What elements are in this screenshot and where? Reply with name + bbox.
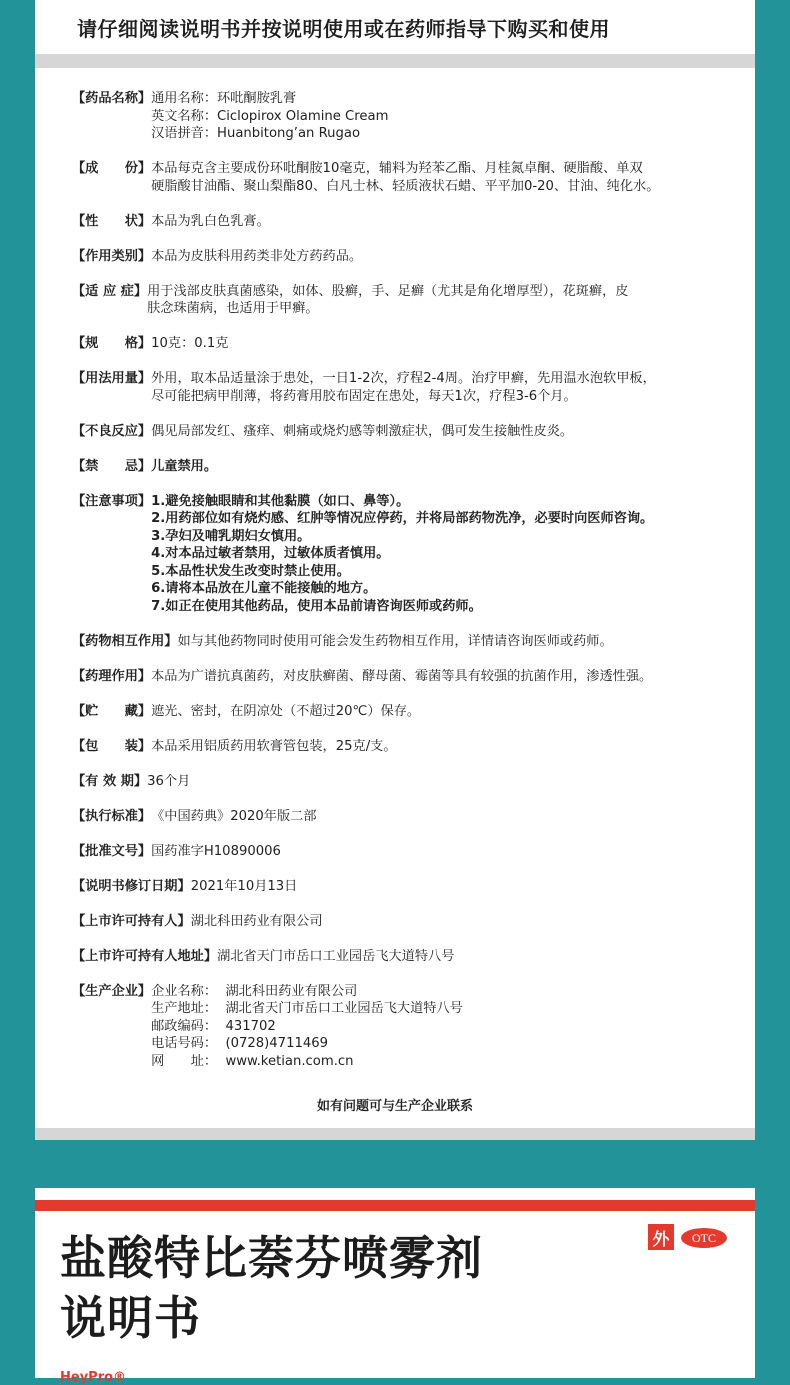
section-line: 本品采用铝质药用软膏管包装，25克/支。: [151, 738, 397, 754]
sections-list: [72, 90, 732, 1088]
section-label: 【禁 忌】: [72, 458, 152, 474]
section-label: 【批准文号】: [72, 843, 152, 859]
section-value: [151, 458, 732, 476]
section-value: [151, 160, 732, 195]
section-label: 【包 装】: [72, 738, 152, 754]
section-line: 3.孕妇及哺乳期妇女慎用。: [151, 528, 311, 544]
section-row: [72, 668, 732, 686]
section-value: [151, 738, 732, 756]
section-label: 【适 应 症】: [72, 283, 148, 299]
section-label: 【药理作用】: [72, 668, 152, 684]
section-row: [72, 90, 732, 143]
section-line: 偶见局部发红、瘙痒、刺痛或烧灼感等刺激症状，偶可发生接触性皮炎。: [151, 423, 574, 439]
section-line: 2.用药部位如有烧灼感、红肿等情况应停药，并将局部药物洗净，必要时向医师咨询。: [151, 511, 654, 526]
section-line: 1.避免接触眼睛和其他黏膜（如口、鼻等）。: [151, 493, 410, 509]
external-use-badge: 外: [648, 1224, 674, 1250]
section-line: 本品每克含主要成份环吡酮胺10毫克，辅料为羟苯乙酯、月桂氮卓酮、硬脂酸、单双: [151, 161, 643, 176]
brand-logo: HeyPro®: [60, 1370, 127, 1385]
section-line: 36个月: [147, 773, 191, 789]
section-value: [151, 703, 732, 721]
section-label: 【性 状】: [72, 213, 152, 229]
warning-header: 请仔细阅读说明书并按说明使用或在药师指导下购买和使用: [77, 16, 610, 41]
section-row: [72, 213, 732, 231]
section-line: 肤念珠菌病，也适用于甲癣。: [147, 301, 319, 316]
section-line: 《中国药典》2020年版二部: [151, 808, 317, 824]
section-row: [72, 948, 732, 966]
section-value: [151, 808, 732, 826]
section-row: [72, 808, 732, 826]
section-row: [72, 738, 732, 756]
section-row: [72, 335, 732, 353]
divider-band: [35, 54, 755, 68]
section-line: 6.请将本品放在儿童不能接触的地方。: [151, 581, 377, 596]
section-value: [217, 948, 732, 966]
section-label: 【不良反应】: [72, 423, 152, 439]
section-value: [151, 843, 732, 861]
section-row: [72, 983, 732, 1071]
section-line: 电话号码： (0728)4711469: [151, 1036, 329, 1051]
section-label: 【有 效 期】: [72, 773, 148, 789]
section-line: 本品为皮肤科用药类非处方药药品。: [151, 248, 363, 264]
section-line: 2021年10月13日: [190, 878, 298, 894]
section-row: [72, 458, 732, 476]
section-label: 【注意事项】: [72, 493, 152, 509]
contact-note: 如有问题可与生产企业联系: [316, 1099, 473, 1114]
instruction-card: [35, 0, 755, 1140]
section-line: 外用，取本品适量涂于患处，一日1-2次，疗程2-4周。治疗甲癣，先用温水泡软甲板，: [151, 371, 656, 386]
section-value: [147, 283, 732, 318]
section-row: [72, 703, 732, 721]
section-label: 【说明书修订日期】: [72, 878, 191, 894]
section-row: [72, 283, 732, 318]
section-value: [191, 878, 732, 896]
section-label: 【作用类别】: [72, 248, 152, 264]
section-label: 【药物相互作用】: [72, 633, 178, 649]
section-label: 【上市许可持有人地址】: [72, 948, 218, 964]
section-line: 4.对本品过敏者禁用，过敏体质者慎用。: [151, 546, 390, 561]
section-line: 邮政编码： 431702: [151, 1018, 276, 1034]
section-label: 【执行标准】: [72, 808, 152, 824]
section-value: [151, 370, 732, 405]
otc-badge: OTC: [681, 1228, 727, 1248]
section-label: 【成 份】: [72, 161, 152, 176]
red-stripe: [35, 1200, 755, 1211]
section-value: [151, 423, 732, 441]
second-leaflet-card: [35, 1188, 755, 1385]
section-line: 如与其他药物同时使用可能会发生药物相互作用，详情请咨询医师或药师。: [177, 633, 613, 649]
leaflet-title: [60, 1228, 483, 1348]
section-label: 【生产企业】: [72, 983, 152, 999]
section-row: [72, 160, 732, 195]
section-row: [72, 423, 732, 441]
section-line: 英文名称：Ciclopirox Olamine Cream: [151, 108, 389, 124]
section-value: [151, 90, 732, 143]
leaflet-title-line2: 说明书: [60, 1291, 201, 1345]
section-value: [191, 913, 732, 931]
section-row: [72, 493, 732, 616]
section-value: [151, 493, 732, 616]
section-line: 湖北省天门市岳口工业园岳飞大道特八号: [217, 948, 455, 964]
section-line: 本品为乳白色乳膏。: [151, 213, 270, 229]
section-value: [151, 248, 732, 266]
section-line: 用于浅部皮肤真菌感染，如体、股癣，手、足癣（尤其是角化增厚型），花斑癣，皮: [147, 283, 629, 299]
section-line: 国药准字H10890006: [151, 843, 281, 859]
leaflet-title-line1: 盐酸特比萘芬喷雾剂: [60, 1231, 483, 1285]
section-row: [72, 878, 732, 896]
section-row: [72, 843, 732, 861]
section-line: 尽可能把病甲削薄，将药膏用胶布固定在患处，每天1次，疗程3-6个月。: [151, 388, 577, 404]
section-line: 湖北科田药业有限公司: [190, 913, 323, 929]
section-value: [151, 213, 732, 231]
section-row: [72, 370, 732, 405]
section-line: 生产地址： 湖北省天门市岳口工业园岳飞大道特八号: [151, 1001, 463, 1016]
section-line: 硬脂酸甘油酯、聚山梨酯80、白凡士林、轻质液状石蜡、平平加0-20、甘油、纯化水。: [151, 178, 660, 194]
section-value: [178, 633, 733, 651]
section-line: 汉语拼音：Huanbitong’an Rugao: [151, 126, 361, 141]
section-line: 本品为广谱抗真菌药，对皮肤癣菌、酵母菌、霉菌等具有较强的抗菌作用，渗透性强。: [151, 668, 653, 684]
section-line: 网 址： www.ketian.com.cn: [151, 1053, 354, 1069]
section-value: [151, 335, 732, 353]
section-line: 5.本品性状发生改变时禁止使用。: [151, 563, 350, 579]
section-label: 【贮 藏】: [72, 703, 152, 719]
section-line: 7.如正在使用其他药品，使用本品前请咨询医师或药师。: [151, 598, 482, 614]
section-line: 通用名称：环吡酮胺乳膏: [151, 91, 297, 106]
section-row: [72, 773, 732, 791]
section-line: 企业名称： 湖北科田药业有限公司: [151, 983, 358, 999]
section-line: 遮光、密封，在阴凉处（不超过20℃）保存。: [151, 703, 421, 719]
section-label: 【上市许可持有人】: [72, 913, 191, 929]
section-label: 【规 格】: [72, 336, 152, 351]
section-label: 【药品名称】: [72, 91, 152, 106]
section-line: 10克：0.1克: [151, 336, 229, 351]
section-row: [72, 633, 732, 651]
section-value: [151, 983, 732, 1071]
section-row: [72, 248, 732, 266]
section-value: [151, 668, 732, 686]
section-label: 【用法用量】: [72, 371, 152, 386]
card-bottom-band: [35, 1128, 755, 1140]
section-row: [72, 913, 732, 931]
section-line: 儿童禁用。: [151, 458, 218, 474]
section-value: [147, 773, 732, 791]
